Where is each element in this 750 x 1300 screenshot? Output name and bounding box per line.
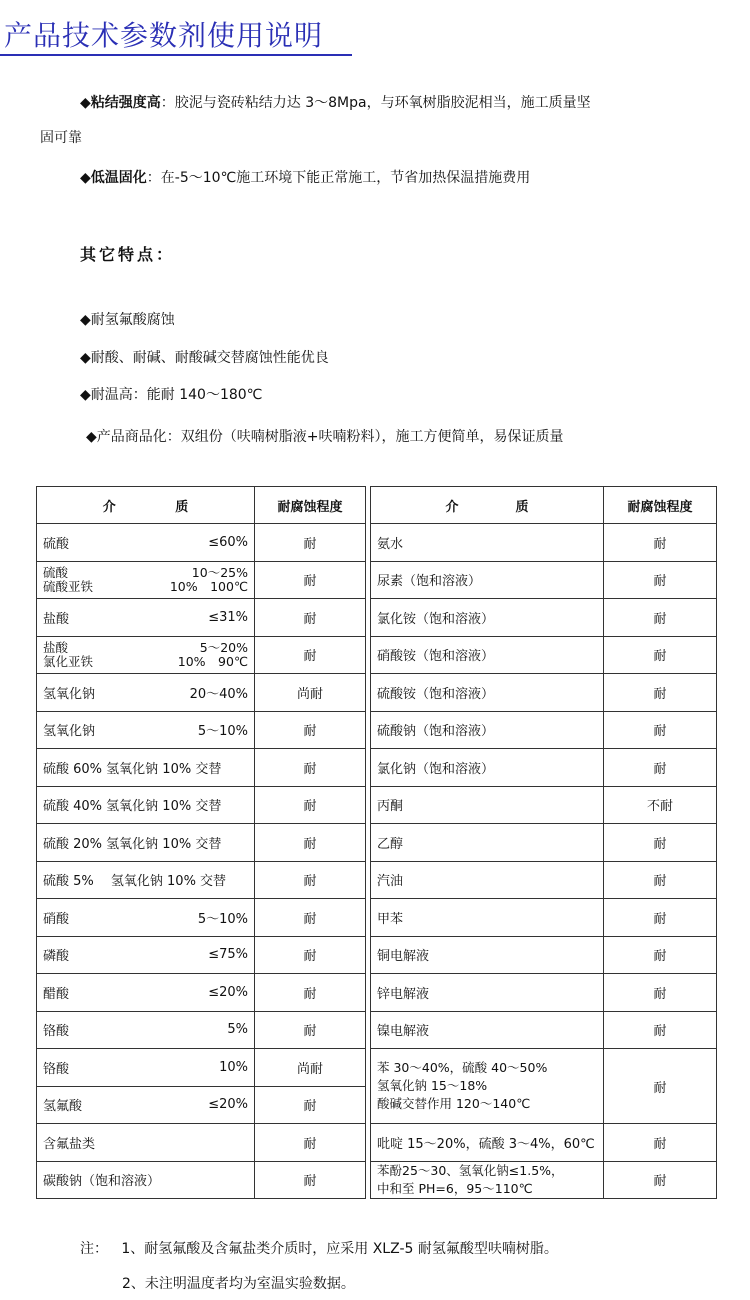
table-row: [37, 524, 366, 562]
medium-name: 铬酸: [43, 1061, 70, 1077]
medium-cell: [371, 936, 604, 974]
medium-concentration: ≤75%: [208, 947, 248, 963]
medium-cell: [371, 599, 604, 637]
resistance-cell: 耐: [604, 1161, 717, 1199]
medium-cell: [371, 861, 604, 899]
table-header-row: [371, 487, 717, 524]
feature-text: 固可靠: [40, 130, 82, 146]
table-row: [371, 786, 717, 824]
resistance-cell: 尚耐: [255, 1049, 366, 1087]
feature-bond-strength: [80, 93, 591, 113]
other-feature-item: ◆耐温高：能耐 140～180℃: [80, 387, 263, 403]
resistance-cell: 耐: [604, 974, 717, 1012]
feature-label: ◆粘结强度高: [80, 95, 161, 111]
medium-cell: [37, 1049, 255, 1087]
resistance-cell: 耐: [604, 636, 717, 674]
medium-name: 硫酸 40% 氢氧化钠 10% 交替: [43, 799, 222, 815]
medium-cell: [371, 824, 604, 862]
medium-cell: [371, 899, 604, 937]
medium-name: 硫酸 5% 氢氧化钠 10% 交替: [43, 874, 227, 890]
medium-line: 苯 30～40%，硫酸 40～50%: [377, 1060, 548, 1075]
feature-label: ◆低温固化: [80, 170, 147, 186]
title-underline: [0, 54, 352, 56]
medium-name: 磷酸: [43, 949, 70, 965]
medium-cell: [371, 561, 604, 599]
medium-name: 硫酸: [43, 536, 70, 552]
resistance-cell: 耐: [255, 749, 366, 787]
table-header-row: [37, 487, 366, 524]
medium-cell: [371, 1049, 604, 1124]
medium-cell: [371, 786, 604, 824]
medium-name: 硫酸 60% 氢氧化钠 10% 交替: [43, 761, 222, 777]
table-row: [371, 561, 717, 599]
medium-cell: [37, 1124, 255, 1162]
table-row: [371, 1049, 717, 1124]
medium-name: 甲苯: [377, 911, 404, 927]
resistance-cell: 耐: [255, 1011, 366, 1049]
medium-name: 醋酸: [43, 986, 70, 1002]
note-2: [122, 1273, 355, 1293]
medium-name: 镍电解液: [377, 1024, 430, 1040]
medium-cell: [371, 636, 604, 674]
medium-cell: [371, 1011, 604, 1049]
table-row: [371, 899, 717, 937]
medium-name: 硫酸铵（饱和溶液）: [377, 686, 495, 702]
medium-cell: [37, 786, 255, 824]
medium-concentration: 10% 100℃: [169, 578, 248, 594]
note-1: [80, 1238, 558, 1258]
medium-name: 氨水: [377, 536, 404, 552]
medium-cell: [37, 1086, 255, 1124]
table-row: [37, 749, 366, 787]
table-row: [37, 899, 366, 937]
medium-cell: [37, 899, 255, 937]
table-row: [371, 1011, 717, 1049]
medium-cell: [37, 1011, 255, 1049]
resistance-cell: 耐: [255, 1124, 366, 1162]
resistance-cell: 耐: [255, 936, 366, 974]
resistance-cell: 耐: [255, 861, 366, 899]
header-medium: 介 质: [37, 487, 255, 524]
medium-name: 丙酮: [377, 799, 404, 815]
resistance-cell: 耐: [604, 599, 717, 637]
medium-line: 中和至 PH=6，95～110℃: [377, 1180, 533, 1196]
medium-name: 铜电解液: [377, 949, 430, 965]
medium-line: 酸碱交替作用 120～140℃: [377, 1096, 531, 1111]
medium-name: 锌电解液: [377, 986, 430, 1002]
medium-name: 硫酸 20% 氢氧化钠 10% 交替: [43, 836, 222, 852]
table-row: [37, 1161, 366, 1199]
table-row: [371, 974, 717, 1012]
resistance-cell: 耐: [604, 1049, 717, 1124]
resistance-cell: 耐: [255, 636, 366, 674]
resistance-cell: 不耐: [604, 786, 717, 824]
table-row: [371, 861, 717, 899]
table-row: [371, 636, 717, 674]
medium-name: 氯化铵（饱和溶液）: [377, 611, 495, 627]
medium-name: 盐酸: [43, 611, 70, 627]
table-row: [37, 1086, 366, 1124]
medium-cell: [37, 524, 255, 562]
resistance-table-right: [370, 486, 717, 1199]
medium-concentration: 5%: [227, 1022, 248, 1038]
medium-cell: [37, 711, 255, 749]
resistance-cell: 耐: [255, 1086, 366, 1124]
resistance-cell: 耐: [604, 749, 717, 787]
table-row: [37, 974, 366, 1012]
resistance-cell: 耐: [604, 711, 717, 749]
table-row: [37, 786, 366, 824]
medium-cell: [37, 824, 255, 862]
medium-cell: [371, 524, 604, 562]
medium-concentration: 5～10%: [197, 724, 248, 740]
medium-concentration: ≤20%: [208, 984, 248, 1000]
medium-cell: [37, 936, 255, 974]
medium-name: 碳酸钠（饱和溶液）: [43, 1174, 161, 1190]
table-row: [371, 936, 717, 974]
feature-text: ：胶泥与瓷砖粘结力达 3～8Mpa，与环氧树脂胶泥相当，施工质量坚: [160, 95, 591, 111]
medium-concentration: 10% 90℃: [177, 653, 248, 669]
medium-cell: [371, 1124, 604, 1162]
medium-name: 氢氟酸: [43, 1099, 83, 1115]
medium-cell: [371, 749, 604, 787]
medium-cell: [37, 636, 255, 674]
medium-name: 硝酸铵（饱和溶液）: [377, 649, 495, 665]
table-row: [37, 711, 366, 749]
feature-continuation: [40, 128, 82, 148]
other-feature-item: ◆耐酸、耐碱、耐酸碱交替腐蚀性能优良: [80, 350, 329, 366]
medium-name: 吡啶 15～20%，硫酸 3～4%，60℃: [377, 1136, 595, 1152]
header-resistance: 耐腐蚀程度: [255, 487, 366, 524]
feature-text: ：在-5～10℃施工环境下能正常施工，节省加热保温措施费用: [146, 170, 531, 186]
note-text: 1、耐氢氟酸及含氟盐类介质时，应采用 XLZ-5 耐氢氟酸型呋喃树脂。: [121, 1241, 558, 1257]
table-row: [371, 1124, 717, 1162]
medium-cell: [371, 974, 604, 1012]
table-row: [37, 599, 366, 637]
other-feature-item: ◆产品商品化：双组份（呋喃树脂液+呋喃粉料），施工方便简单，易保证质量: [86, 429, 564, 445]
medium-concentration: 5～10%: [197, 911, 248, 927]
medium-name: 氢氧化钠: [43, 724, 96, 740]
medium-name: 汽油: [377, 874, 404, 890]
table-row: [371, 674, 717, 712]
feature-low-temp-cure: [80, 168, 530, 188]
resistance-cell: 耐: [255, 711, 366, 749]
resistance-cell: 耐: [604, 1124, 717, 1162]
medium-cell: [37, 974, 255, 1012]
medium-concentration: 10%: [219, 1059, 248, 1075]
resistance-cell: 耐: [255, 599, 366, 637]
table-row: [37, 1011, 366, 1049]
medium-line: 苯酚25～30、氢氧化钠≤1.5%，: [377, 1162, 564, 1178]
medium-name: 氢氧化钠: [43, 686, 96, 702]
medium-name: 尿素（饱和溶液）: [377, 574, 482, 590]
resistance-cell: 耐: [255, 524, 366, 562]
medium-name: 含氟盐类: [43, 1136, 96, 1152]
header-medium: 介 质: [371, 487, 604, 524]
table-row: [371, 711, 717, 749]
resistance-cell: 耐: [604, 1011, 717, 1049]
resistance-cell: 耐: [255, 786, 366, 824]
medium-concentration: 5～20%: [199, 639, 248, 655]
resistance-cell: 耐: [604, 674, 717, 712]
table-row: [371, 824, 717, 862]
medium-name: 乙醇: [377, 836, 404, 852]
table-row: [371, 1161, 717, 1199]
table-row: [37, 636, 366, 674]
medium-cell: [37, 674, 255, 712]
resistance-cell: 耐: [255, 899, 366, 937]
medium-line: 氢氧化钠 15～18%: [377, 1078, 488, 1093]
medium-name: 硫酸: [43, 564, 69, 580]
table-row: [37, 861, 366, 899]
medium-cell: [37, 599, 255, 637]
resistance-cell: 耐: [604, 824, 717, 862]
medium-cell: [37, 749, 255, 787]
other-features-heading: 其它特点：: [80, 245, 176, 264]
medium-cell: [37, 561, 255, 599]
medium-concentration: 20～40%: [189, 686, 248, 702]
resistance-cell: 尚耐: [255, 674, 366, 712]
resistance-cell: 耐: [255, 1161, 366, 1199]
resistance-cell: 耐: [604, 561, 717, 599]
medium-concentration: ≤60%: [208, 534, 248, 550]
medium-name: 铬酸: [43, 1024, 70, 1040]
table-row: [37, 1124, 366, 1162]
medium-cell: [37, 1161, 255, 1199]
resistance-cell: 耐: [604, 936, 717, 974]
table-row: [371, 599, 717, 637]
header-resistance: 耐腐蚀程度: [604, 487, 717, 524]
note-text: 2、未注明温度者均为室温实验数据。: [122, 1276, 355, 1292]
medium-concentration: 10～25%: [191, 564, 248, 580]
resistance-cell: 耐: [255, 561, 366, 599]
medium-name: 硫酸亚铁: [43, 578, 94, 594]
resistance-cell: 耐: [604, 524, 717, 562]
table-row: [37, 674, 366, 712]
page-title: 产品技术参数剂使用说明: [4, 19, 324, 52]
resistance-cell: 耐: [255, 824, 366, 862]
medium-cell: [371, 1161, 604, 1199]
table-row: [371, 749, 717, 787]
medium-name: 硝酸: [43, 911, 70, 927]
medium-cell: [37, 861, 255, 899]
resistance-cell: 耐: [255, 974, 366, 1012]
note-prefix: 注：: [80, 1241, 108, 1257]
table-row: [37, 824, 366, 862]
medium-concentration: ≤31%: [208, 609, 248, 625]
resistance-cell: 耐: [604, 899, 717, 937]
table-row: [37, 936, 366, 974]
other-feature-item: ◆耐氢氟酸腐蚀: [80, 312, 175, 328]
table-row: [371, 524, 717, 562]
medium-name: 氯化亚铁: [43, 653, 94, 669]
table-row: [37, 1049, 366, 1087]
medium-cell: [371, 711, 604, 749]
medium-name: 硫酸钠（饱和溶液）: [377, 724, 495, 740]
resistance-cell: 耐: [604, 861, 717, 899]
medium-name: 氯化钠（饱和溶液）: [377, 761, 495, 777]
table-row: [37, 561, 366, 599]
resistance-table-left: [36, 486, 366, 1199]
medium-name: 盐酸: [43, 639, 69, 655]
medium-concentration: ≤20%: [208, 1097, 248, 1113]
medium-cell: [371, 674, 604, 712]
